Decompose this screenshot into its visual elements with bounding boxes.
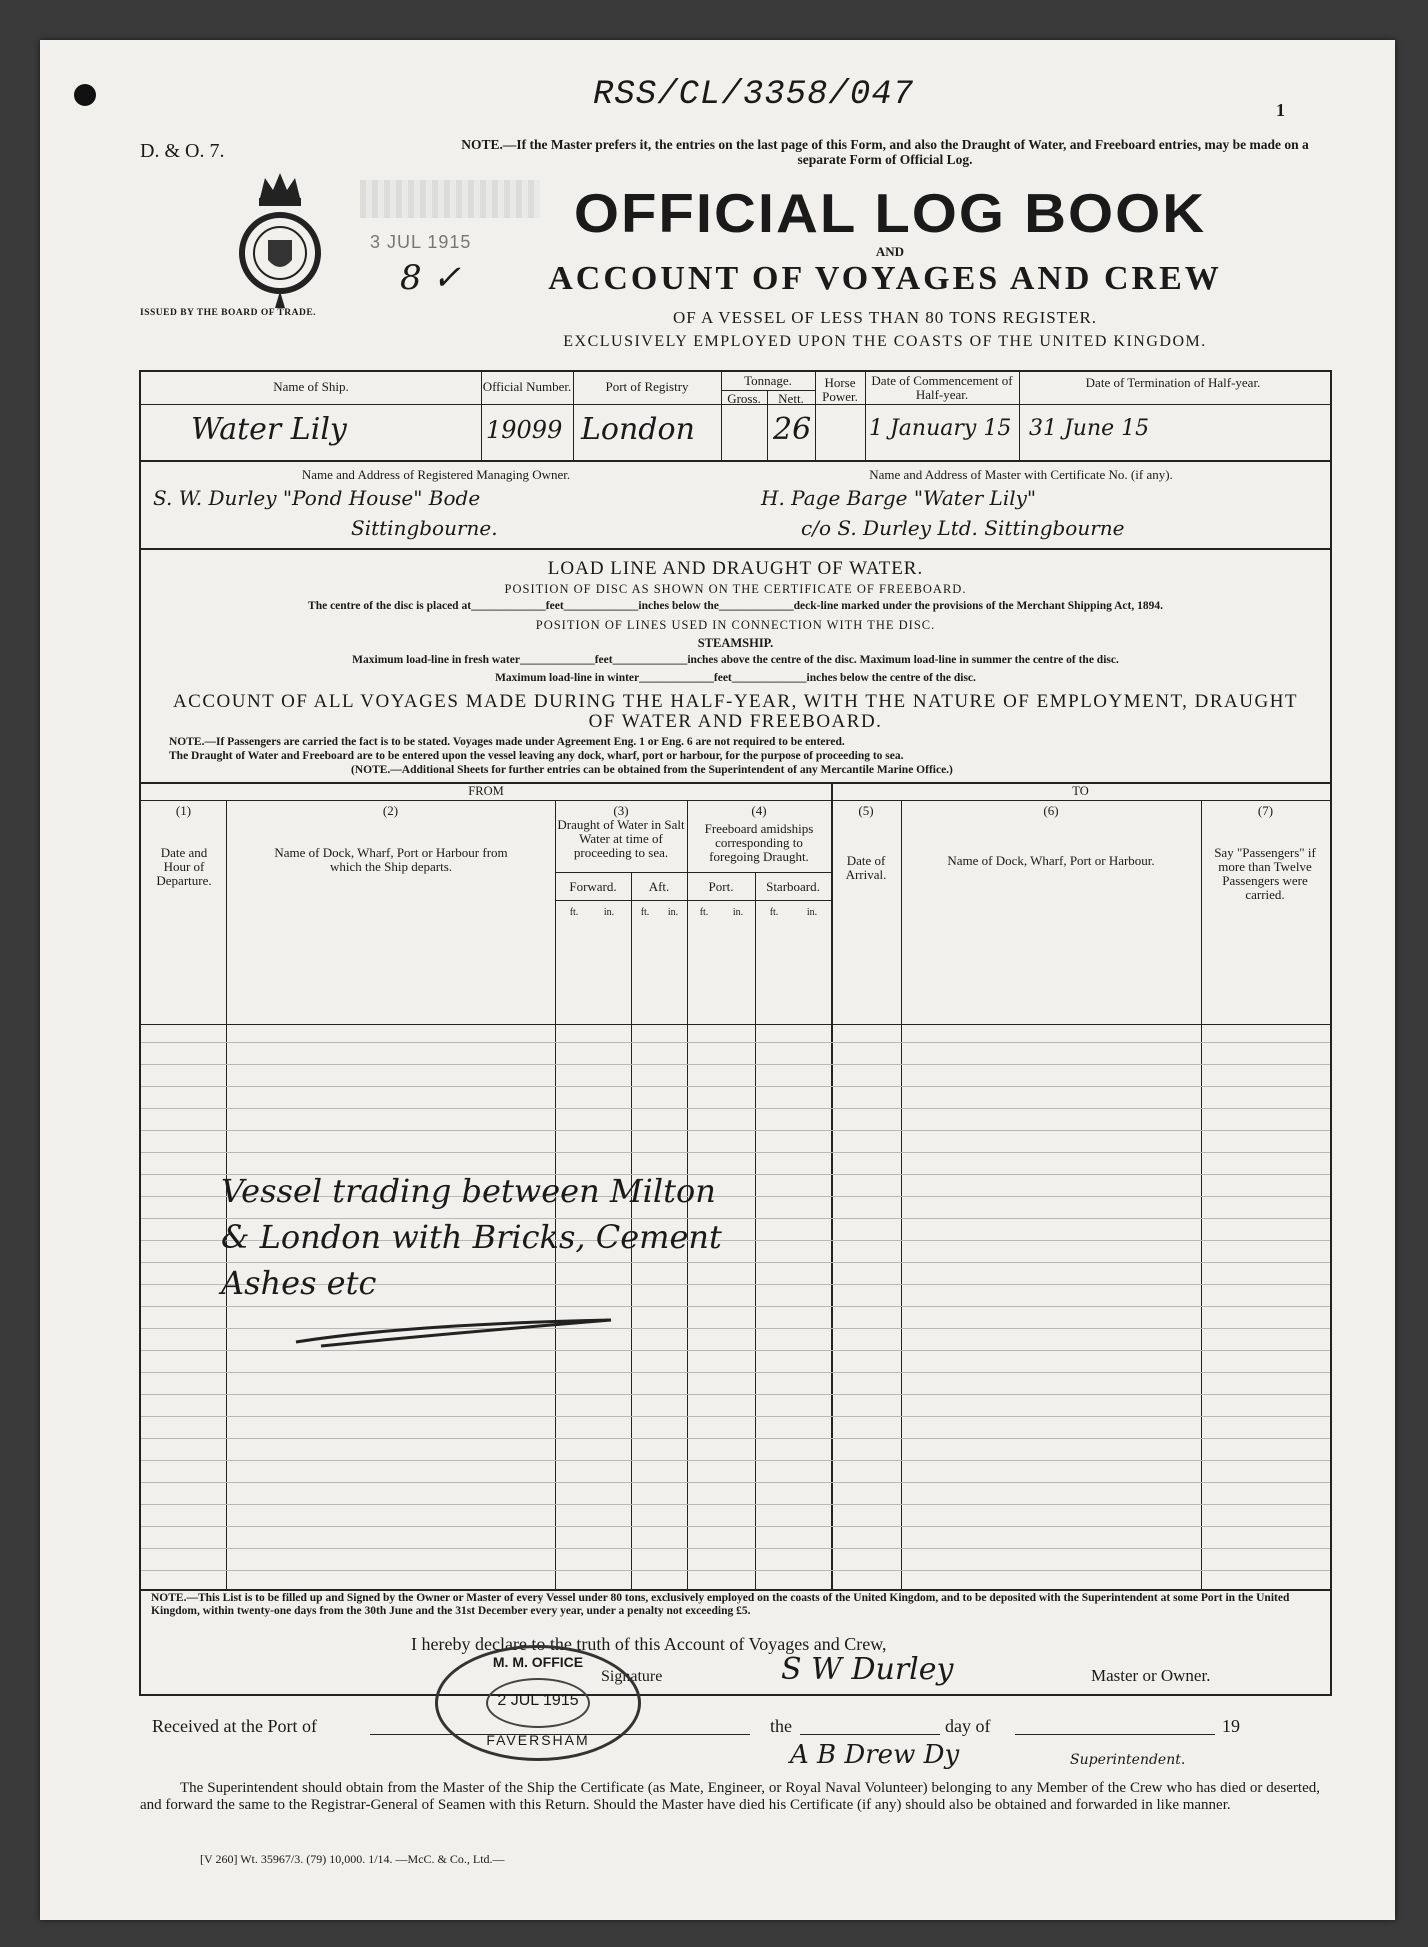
horse-power-header: Horse Power. — [822, 375, 858, 404]
draught-header: Draught of Water in Salt Water at time of proceeding to sea. — [557, 817, 685, 860]
col-num-4: (4) — [751, 803, 767, 818]
footer-note: NOTE.—This List is to be filled up and Signed by the Owner or Master of every Vessel under 80 tons, exclusively employed on the coasts of the United Kingdom, and to be deposited with the Superintendent at some Port in the United Kingdom, within twenty-one days from the 30th June and the 31st December every year, under a penalty not exceeding £5. — [151, 1592, 1290, 1617]
ruled-line — [141, 1262, 1330, 1263]
col-num-2: (2) — [382, 803, 399, 818]
issued-by: ISSUED BY THE BOARD OF TRADE. — [140, 308, 317, 318]
passengers-header: Say "Passengers" if more than Twelve Passengers were carried. — [1214, 845, 1316, 902]
ruled-line — [141, 1372, 1330, 1373]
stamp-location: FAVERSHAM — [486, 1732, 590, 1748]
stamp-office: M. M. OFFICE — [492, 1654, 584, 1670]
departure-header: Date and Hour of Departure. — [156, 845, 212, 888]
arrival-header: Date of Arrival. — [845, 853, 887, 882]
superintendent-signature: A B Drew Dy — [790, 1740, 960, 1770]
arrival-port-header: Name of Dock, Wharf, Port or Harbour. — [947, 853, 1155, 868]
ruled-line — [141, 1086, 1330, 1087]
ruled-line — [141, 1570, 1330, 1571]
punch-hole — [74, 84, 96, 106]
page-number: 1 — [1276, 100, 1285, 120]
tonnage-header: Tonnage. — [744, 373, 792, 388]
in-label: in. — [806, 907, 818, 918]
col-num-5: (5) — [858, 803, 874, 818]
in-label: in. — [603, 907, 615, 918]
page-subtitle: ACCOUNT OF VOYAGES AND CREW — [548, 260, 1222, 297]
ruled-line — [141, 1504, 1330, 1505]
document-code: D. & O. 7. — [140, 140, 225, 162]
gross-header: Gross. — [727, 391, 761, 406]
received-date-stamp: 3 JUL 1915 — [370, 232, 472, 252]
log-book-page — [40, 40, 1395, 1920]
vessel-class: OF A VESSEL OF LESS THAN 80 TONS REGISTER. — [672, 308, 1098, 327]
ship-name-header: Name of Ship. — [273, 379, 349, 394]
commencement-header: Date of Commencement of Half-year. — [871, 373, 1013, 402]
royal-crest-icon — [235, 168, 325, 318]
log-form — [139, 370, 1332, 1696]
account-note-2: The Draught of Water and Freeboard are to be entered upon the vessel leaving any dock, wharf, port or harbour, for the purpose of proceeding to sea. — [169, 750, 904, 762]
aft-header: Aft. — [648, 879, 670, 894]
owner-line-2: Sittingbourne. — [351, 516, 498, 540]
ruled-line — [141, 1416, 1330, 1417]
ruled-line — [141, 1130, 1330, 1131]
ft-label: ft. — [640, 907, 650, 918]
position-lines-heading: POSITION OF LINES USED IN CONNECTION WITH THE DISC. — [535, 618, 936, 632]
ft-label: ft. — [769, 907, 779, 918]
year-label: 19 — [1222, 1716, 1240, 1736]
stamp-date: 2 JUL 1915 — [497, 1692, 579, 1709]
col-num-1: (1) — [175, 803, 192, 818]
ruled-line — [141, 1306, 1330, 1307]
account-note-1: NOTE.—If Passengers are carried the fact is to be stated. Voyages made under Agreement Eng. 1 or Eng. 6 are not required to be entered. — [169, 736, 845, 748]
date-blank — [800, 1734, 940, 1735]
master-or-owner: Master or Owner. — [1091, 1666, 1211, 1685]
col-num-7: (7) — [1257, 803, 1274, 818]
port-header: Port of Registry — [605, 379, 689, 394]
ruled-line — [141, 1108, 1330, 1109]
nett-header: Nett. — [778, 391, 804, 406]
underline-flourish-icon — [291, 1312, 621, 1352]
archive-reference: RSS/CL/3358/047 — [593, 76, 915, 114]
from-heading: FROM — [468, 784, 504, 798]
top-note: NOTE.—If the Master prefers it, the entries on the last page of this Form, and also the Draught of Water, and Freeboard entries, may be made on a separate Form of Official Log. — [461, 137, 1309, 167]
owner-header: Name and Address of Registered Managing Owner. — [301, 467, 571, 482]
freeboard-header: Freeboard amidships corresponding to foregoing Draught. — [704, 821, 814, 864]
title-and: AND — [875, 244, 905, 259]
official-number-header: Official Number. — [482, 379, 572, 394]
mmo-faversham-stamp — [435, 1645, 641, 1761]
master-line-2: c/o S. Durley Ltd. Sittingbourne — [801, 516, 1125, 540]
owner-line-1: S. W. Durley "Pond House" Bode — [153, 486, 481, 510]
printer-imprint: [V 260] Wt. 35967/3. (79) 10,000. 1/14. —McC. & Co., Ltd.— — [200, 1852, 505, 1866]
nett-value: 26 — [773, 412, 812, 447]
signature-label: Signature — [601, 1668, 663, 1685]
termination-header: Date of Termination of Half-year. — [1085, 375, 1261, 390]
in-label: in. — [732, 907, 744, 918]
page-title: OFFICIAL LOG BOOK — [573, 182, 1207, 245]
load-line-heading: LOAD LINE AND DRAUGHT OF WATER. — [547, 558, 924, 579]
ruled-line — [141, 1438, 1330, 1439]
master-header: Name and Address of Master with Certificate No. (if any). — [869, 467, 1173, 482]
position-disc-heading: POSITION OF DISC AS SHOWN ON THE CERTIFICATE OF FREEBOARD. — [504, 582, 967, 596]
voyage-entry-line-2: & London with Bricks, Cement — [221, 1218, 722, 1256]
col-num-6: (6) — [1043, 803, 1059, 818]
received-port-label: Received at the Port of — [152, 1716, 317, 1736]
account-heading: ACCOUNT OF ALL VOYAGES MADE DURING THE HALF-YEAR, WITH THE NATURE OF EMPLOYMENT, DRAUGHT OF WATER AND FREEBOARD. — [172, 691, 1299, 732]
ft-label: ft. — [569, 907, 579, 918]
forward-header: Forward. — [569, 879, 617, 894]
fresh-water-line: Maximum load-line in fresh water_____________feet_____________inches above the centre of the disc. Maximum load-line in summer the centre of the disc. — [352, 654, 1119, 666]
ruled-line — [141, 1482, 1330, 1483]
day-of-label: day of — [945, 1716, 991, 1736]
steamship-heading: STEAMSHIP. — [697, 636, 774, 650]
to-heading: TO — [1072, 784, 1089, 798]
ruled-line — [141, 1548, 1330, 1549]
port-side-header: Port. — [708, 879, 734, 894]
commencement-value: 1 January 15 — [869, 416, 1012, 441]
departure-port-header: Name of Dock, Wharf, Port or Harbour from which the Ship departs. — [274, 845, 508, 874]
superintendent-label: Superintendent. — [1070, 1752, 1186, 1768]
port-value: London — [581, 412, 695, 447]
ruled-line — [141, 1460, 1330, 1461]
ruled-line — [141, 1152, 1330, 1153]
voyage-entry-line-3: Ashes etc — [221, 1264, 377, 1302]
ruled-line — [141, 1064, 1330, 1065]
account-note-3: (NOTE.—Additional Sheets for further entries can be obtained from the Superintendent of any Mercantile Marine Office.) — [351, 764, 953, 776]
in-label: in. — [667, 907, 679, 918]
ft-label: ft. — [699, 907, 709, 918]
disc-position-text: The centre of the disc is placed at_____________feet_____________inches below the_____________deck-line marked under the provisions of the Merchant Shipping Act, 1894. — [308, 600, 1163, 612]
ruled-line — [141, 1042, 1330, 1043]
master-line-1: H. Page Barge "Water Lily" — [761, 486, 1037, 510]
handwritten-mark: 8 ✓ — [400, 258, 461, 298]
owner-signature: S W Durley — [781, 1652, 954, 1687]
ruled-line — [141, 1526, 1330, 1527]
the-label: the — [770, 1716, 792, 1736]
superintendent-instructions: The Superintendent should obtain from the Master of the Ship the Certificate (as Mate, Engineer, or Royal Naval Volunteer) belonging to any Member of the Crew who has died or deserted, and forward the same to the Registrar-General of Seamen with this Return. Should the Master have died his Certificate (if any) should also be obtained and forwarded in like manner. — [140, 1780, 1320, 1813]
voyage-entry-line-1: Vessel trading between Milton — [221, 1172, 716, 1210]
winter-line: Maximum load-line in winter_____________feet_____________inches below the centre of the disc. — [495, 672, 976, 684]
official-number-value: 19099 — [486, 416, 563, 444]
col-num-3: (3) — [613, 803, 629, 818]
starboard-header: Starboard. — [766, 879, 820, 894]
termination-value: 31 June 15 — [1029, 416, 1150, 441]
month-blank — [1015, 1734, 1215, 1735]
employment-scope: EXCLUSIVELY EMPLOYED UPON THE COASTS OF THE UNITED KINGDOM. — [563, 333, 1207, 350]
declaration: I hereby declare to the truth of this Account of Voyages and Crew, — [411, 1634, 887, 1654]
ship-name-value: Water Lily — [191, 412, 347, 447]
ruled-line — [141, 1394, 1330, 1395]
